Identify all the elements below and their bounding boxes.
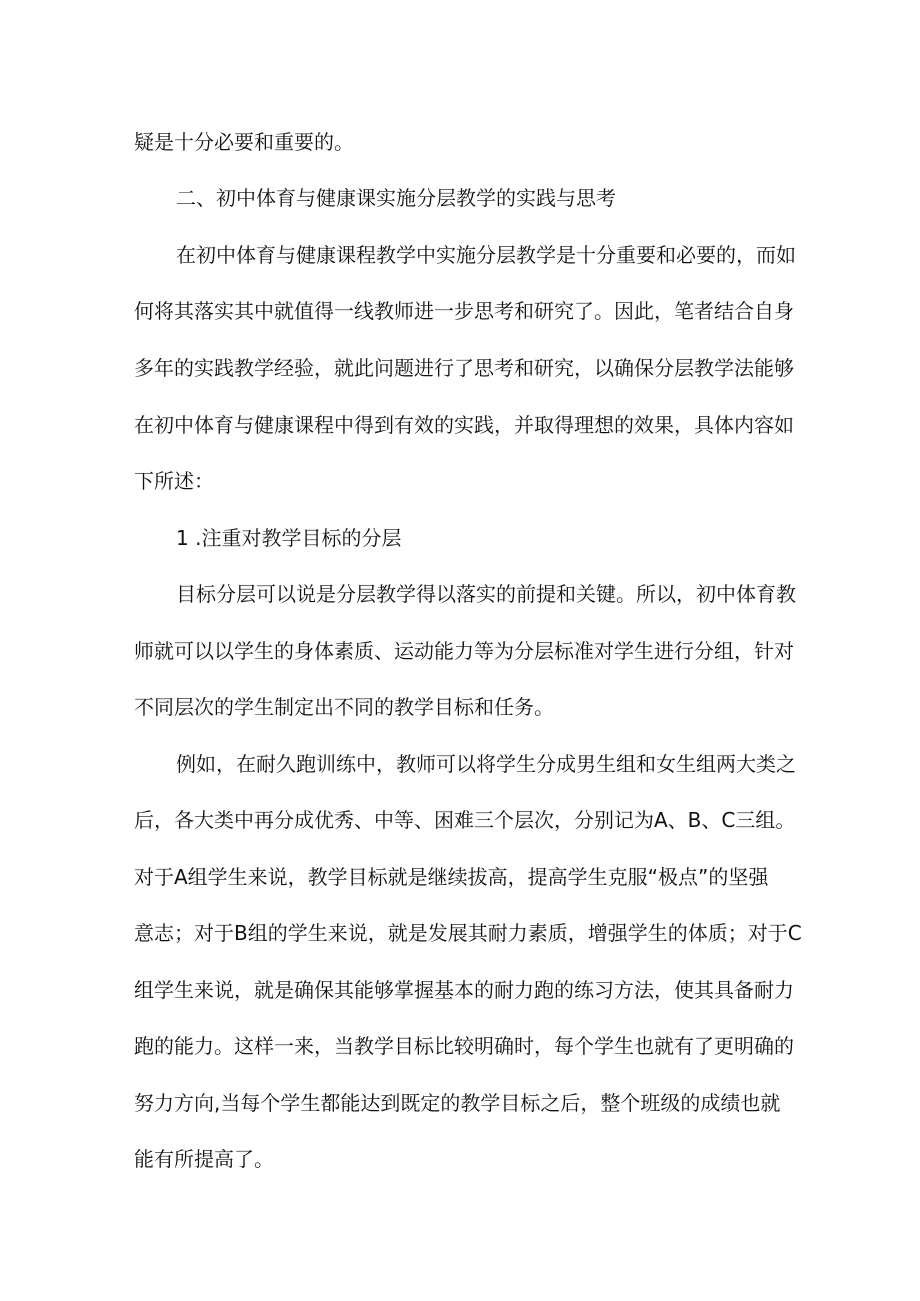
paragraph-line: 组学生来说，就是确保其能够掌握基本的耐力跑的练习方法，使其具备耐力	[134, 978, 794, 1002]
paragraph-line: 跑的能力。这样一来，当教学目标比较明确时，每个学生也就有了更明确的	[134, 1034, 794, 1058]
paragraph-line: 对于A组学生来说，教学目标就是继续拔高，提高学生克服“极点”的坚强	[134, 865, 769, 889]
paragraph-line: 何将其落实其中就值得一线教师进一步思考和研究了。因此，笔者结合自身	[134, 299, 794, 323]
paragraph-line: 师就可以以学生的身体素质、运动能力等为分层标准对学生进行分组，针对	[134, 639, 794, 663]
paragraph-line: 不同层次的学生制定出不同的教学目标和任务。	[134, 695, 554, 719]
paragraph-line: 能有所提高了。	[134, 1147, 274, 1171]
paragraph-line: 后，各大类中再分成优秀、中等、困难三个层次，分别记为A、B、C三组。	[134, 808, 796, 832]
paragraph-line: 目标分层可以说是分层教学得以落实的前提和关键。所以，初中体育教	[176, 582, 796, 606]
paragraph-continuation-line: 疑是十分必要和重要的。	[134, 130, 354, 154]
paragraph-line: 意志；对于B组的学生来说，就是发展其耐力素质，增强学生的体质；对于C	[134, 921, 802, 945]
paragraph-line: 在初中体育与健康课程教学中实施分层教学是十分重要和必要的，而如	[176, 243, 796, 267]
paragraph-line: 下所述：	[134, 469, 214, 493]
section-heading: 二、初中体育与健康课实施分层教学的实践与思考	[176, 186, 616, 210]
paragraph-line: 例如，在耐久跑训练中，教师可以将学生分成男生组和女生组两大类之	[176, 752, 796, 776]
paragraph-line: 在初中体育与健康课程中得到有效的实践，并取得理想的效果，具体内容如	[134, 413, 794, 437]
paragraph-line: 多年的实践教学经验，就此问题进行了思考和研究，以确保分层教学法能够	[134, 356, 794, 380]
subsection-heading: 1 .注重对教学目标的分层	[176, 526, 402, 550]
paragraph-line: 努力方向,当每个学生都能达到既定的教学目标之后，整个班级的成绩也就	[134, 1091, 781, 1115]
